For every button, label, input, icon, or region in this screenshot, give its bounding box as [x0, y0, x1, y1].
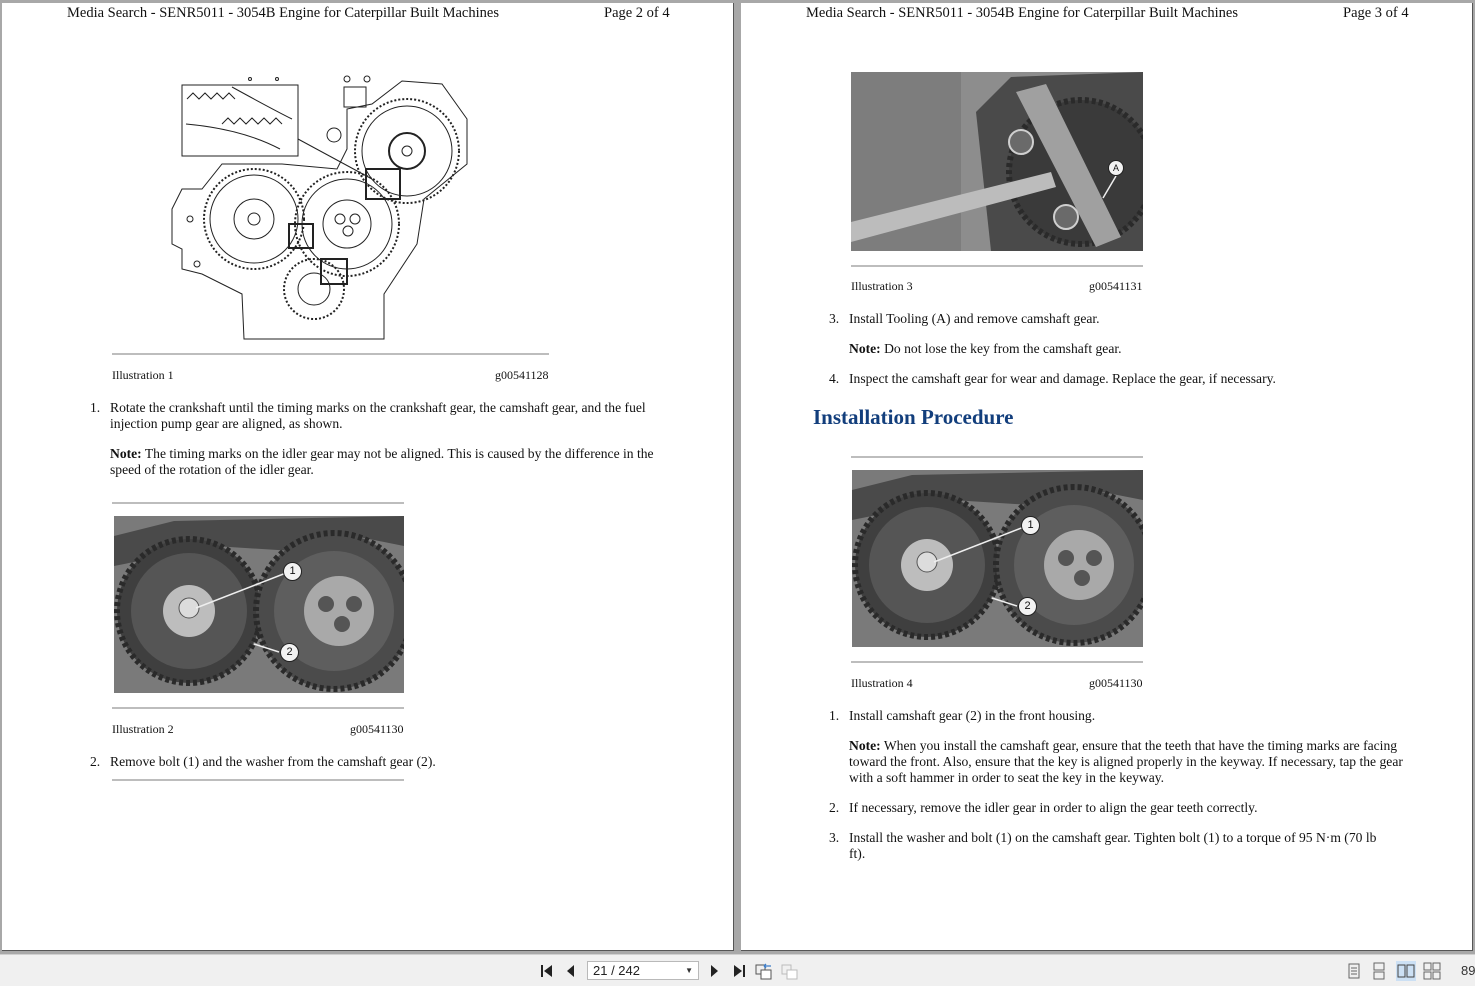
illustration-4-caption: Illustration 4: [851, 676, 913, 690]
single-page-view-button[interactable]: [1344, 961, 1364, 981]
note-1: [110, 446, 662, 478]
illustration-3-caption: Illustration 3: [851, 279, 913, 293]
first-page-icon: [538, 962, 556, 980]
facing-icon: [1396, 961, 1416, 981]
callout-2: 2: [280, 643, 299, 662]
previous-view-icon: [755, 962, 773, 980]
next-view-button[interactable]: [781, 962, 799, 980]
next-view-icon: [781, 962, 799, 980]
continuous-facing-icon: [1422, 961, 1442, 981]
step-3-text: Install Tooling (A) and remove camshaft gear.: [849, 311, 1100, 326]
illustration-2-code: g00541130: [350, 722, 404, 736]
install-step-1-text: Install camshaft gear (2) in the front housing.: [849, 708, 1096, 723]
facing-view-button[interactable]: [1396, 961, 1416, 981]
chevron-down-icon: ▼: [685, 966, 693, 975]
install-note-1-label: Note:: [849, 738, 881, 753]
page-header-title: Media Search - SENR5011 - 3054B Engine for Caterpillar Built Machines: [67, 5, 499, 21]
page-indicator-text: 21 / 242: [593, 963, 640, 978]
illustration-2-bottom-rule: [112, 707, 404, 709]
step-2-number: 2.: [90, 754, 101, 769]
install-note-1-text: When you install the camshaft gear, ensure that the teeth that have the timing marks are facing toward the front. Also, ensure that the key is aligned properly in the keyway. If necessary, tap the gear with a soft hammer in order to seat the key in the keyway.: [849, 738, 1403, 785]
page-number-label: Page 3 of 4: [1343, 5, 1409, 21]
page-number-label: Page 2 of 4: [604, 5, 670, 21]
illustration-3-bottom-rule: [851, 265, 1143, 267]
illustration-4-bottom-rule: [851, 661, 1143, 663]
previous-view-button[interactable]: [755, 962, 773, 980]
illustration-4-top-rule: [851, 456, 1143, 458]
install-step-3-text: Install the washer and bolt (1) on the camshaft gear. Tighten bolt (1) to a torque of 95 N·m (70 lb ft).: [849, 830, 1377, 861]
illustration-1-caption: Illustration 1: [112, 368, 174, 382]
illustration-2-caption: Illustration 2: [112, 722, 174, 736]
illustration-2-top-rule: [112, 502, 404, 504]
step-1-number: 1.: [90, 400, 101, 415]
next-page-button[interactable]: [706, 962, 724, 980]
next-page-icon: [706, 962, 724, 980]
note-3-text: Do not lose the key from the camshaft gear.: [880, 341, 1122, 356]
illustration-4-code: g00541130: [1089, 676, 1143, 690]
last-page-button[interactable]: [730, 962, 748, 980]
step-1-text: Rotate the crankshaft until the timing marks on the crankshaft gear, the camshaft gear, and the fuel injection pump gear are aligned, as shown.: [110, 400, 646, 431]
last-page-icon: [730, 962, 748, 980]
install-step-2-number: 2.: [829, 800, 840, 815]
first-page-button[interactable]: [538, 962, 556, 980]
step-3-number: 3.: [829, 311, 840, 326]
illustration-3-code: g00541131: [1089, 279, 1143, 293]
continuous-facing-view-button[interactable]: [1422, 961, 1442, 981]
page-header-title: Media Search - SENR5011 - 3054B Engine for Caterpillar Built Machines: [806, 5, 1238, 21]
step-4-text: Inspect the camshaft gear for wear and damage. Replace the gear, if necessary.: [849, 371, 1276, 386]
callout-1: 1: [283, 562, 302, 581]
callout-2: 2: [1018, 597, 1037, 616]
install-step-1-number: 1.: [829, 708, 840, 723]
step-4-number: 4.: [829, 371, 840, 386]
page-number-select[interactable]: [587, 961, 699, 980]
document-page-2: [2, 3, 734, 951]
single-page-icon: [1344, 961, 1364, 981]
illustration-1-top-rule: [112, 353, 549, 355]
note-3: [849, 341, 1401, 357]
previous-page-icon: [562, 962, 580, 980]
illustration-2-camshaft-gear-photo: [114, 516, 404, 693]
callout-A: A: [1108, 160, 1124, 176]
note-1-label: Note:: [110, 446, 142, 461]
callout-1: 1: [1021, 516, 1040, 535]
illustration-4-camshaft-gear-photo: [852, 470, 1143, 647]
zoom-level-value[interactable]: 89: [1461, 963, 1475, 978]
pdf-viewer-toolbar: [0, 954, 1475, 986]
install-step-2-text: If necessary, remove the idler gear in order to align the gear teeth correctly.: [849, 800, 1258, 815]
continuous-view-button[interactable]: [1369, 961, 1389, 981]
step-2-text: Remove bolt (1) and the washer from the camshaft gear (2).: [110, 754, 436, 769]
section-heading-installation: Installation Procedure: [813, 405, 1014, 429]
note-1-text: The timing marks on the idler gear may not be aligned. This is caused by the difference in the speed of the rotation of the idler gear.: [110, 446, 654, 477]
previous-page-button[interactable]: [562, 962, 580, 980]
install-note-1: [849, 738, 1405, 786]
illustration-1-code: g00541128: [495, 368, 549, 382]
continuous-icon: [1369, 961, 1389, 981]
document-page-3: [741, 3, 1473, 951]
section-end-rule: [112, 779, 404, 781]
illustration-1-gear-train-diagram: [162, 69, 472, 345]
illustration-3-tooling-photo: [851, 72, 1143, 251]
note-3-label: Note:: [849, 341, 881, 356]
install-step-3-number: 3.: [829, 830, 840, 845]
